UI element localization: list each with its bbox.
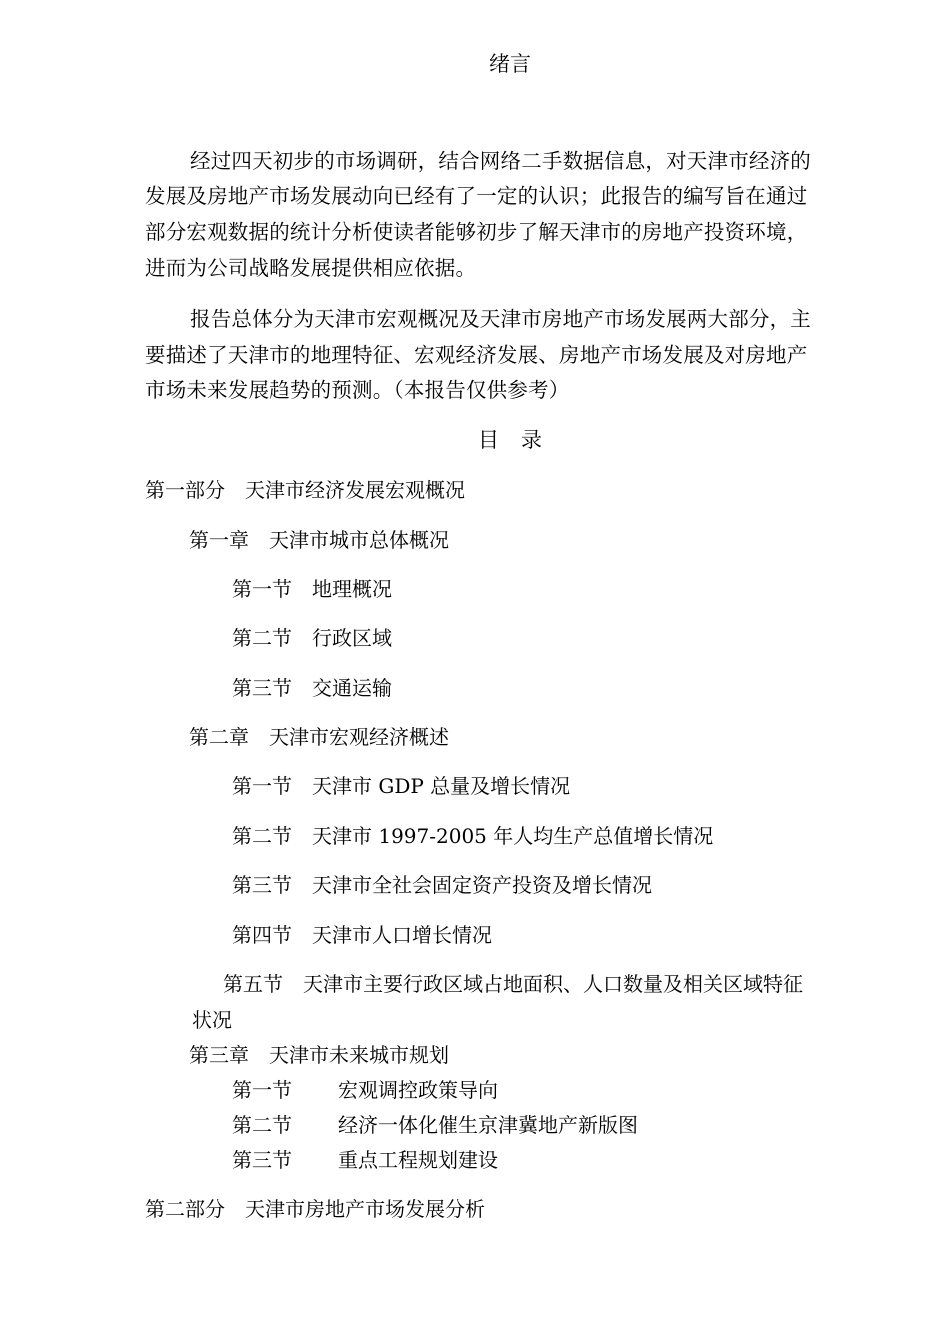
toc-label: 第一节 [232,1078,292,1102]
toc-entry-ch3-section-3[interactable] [232,1148,498,1172]
toc-label: 第二章 [189,725,249,749]
toc-entry-ch2-section-5[interactable] [223,972,803,996]
toc-text: 天津市房地产市场发展分析 [245,1197,485,1221]
toc-entry-ch2-section-5-continuation[interactable]: 状况 [192,1008,232,1032]
toc-text: 交通运输 [312,676,392,700]
toc-entry-part-1[interactable] [145,478,465,502]
toc-text: 天津市经济发展宏观概况 [245,478,465,502]
toc-label: 第二节 [232,1113,292,1137]
toc-title-char-2: 录 [521,428,542,452]
toc-label: 第一部分 [145,478,225,502]
toc-label: 第三章 [189,1043,249,1067]
toc-label: 第三节 [232,873,292,897]
toc-label: 第四节 [232,923,292,947]
preface-title: 绪言 [489,52,531,76]
paragraph-2-line-3: 市场未来发展趋势的预测。（本报告仅供参考） [145,378,570,402]
paragraph-1-line-1: 经过四天初步的市场调研，结合网络二手数据信息，对天津市经济的 [190,149,811,173]
toc-text: 天津市人口增长情况 [312,923,492,947]
toc-entry-ch3-section-1[interactable] [232,1078,498,1102]
toc-entry-part-2[interactable] [145,1197,485,1221]
toc-text: 宏观调控政策导向 [338,1078,498,1102]
paragraph-1-line-3: 部分宏观数据的统计分析使读者能够初步了解天津市的房地产投资环境， [145,220,808,244]
toc-entry-chapter-3[interactable] [189,1043,449,1067]
toc-text: 天津市 1997-2005 年人均生产总值增长情况 [312,824,714,848]
toc-text: 天津市全社会固定资产投资及增长情况 [312,873,652,897]
toc-text: 天津市 GDP 总量及增长情况 [312,774,571,798]
toc-label: 第三节 [232,676,292,700]
toc-label: 第二节 [232,824,292,848]
paragraph-1-line-2: 发展及房地产市场发展动向已经有了一定的认识；此报告的编写旨在通过 [145,184,808,208]
toc-text: 天津市宏观经济概述 [269,725,449,749]
toc-text: 重点工程规划建设 [338,1148,498,1172]
toc-text: 地理概况 [312,577,392,601]
toc-entry-ch3-section-2[interactable] [232,1113,638,1137]
toc-title-char-1: 目 [478,428,499,452]
toc-text: 天津市未来城市规划 [269,1043,449,1067]
toc-text: 行政区域 [312,626,392,650]
toc-entry-ch1-section-3[interactable] [232,676,392,700]
toc-entry-chapter-2[interactable] [189,725,449,749]
toc-label: 第三节 [232,1148,292,1172]
toc-entry-ch2-section-4[interactable] [232,923,492,947]
toc-text: 经济一体化催生京津冀地产新版图 [338,1113,638,1137]
paragraph-2-line-1: 报告总体分为天津市宏观概况及天津市房地产市场发展两大部分，主 [190,307,811,331]
paragraph-1-line-4: 进而为公司战略发展提供相应依据。 [145,256,477,280]
toc-entry-ch2-section-3[interactable] [232,873,652,897]
toc-entry-chapter-1[interactable] [189,528,449,552]
toc-label: 第二部分 [145,1197,225,1221]
toc-label: 第二节 [232,626,292,650]
toc-entry-ch2-section-2[interactable] [232,824,713,848]
paragraph-2-line-2: 要描述了天津市的地理特征、宏观经济发展、房地产市场发展及对房地产 [145,343,808,367]
toc-label: 第一节 [232,577,292,601]
toc-text: 天津市城市总体概况 [269,528,449,552]
toc-entry-ch1-section-2[interactable] [232,626,392,650]
toc-label: 第一章 [189,528,249,552]
toc-title [0,428,950,452]
toc-label: 第一节 [232,774,292,798]
toc-entry-ch2-section-1[interactable] [232,774,570,798]
toc-label: 第五节 [223,972,283,996]
toc-text: 天津市主要行政区域占地面积、人口数量及相关区域特征 [303,972,803,996]
toc-entry-ch1-section-1[interactable] [232,577,392,601]
